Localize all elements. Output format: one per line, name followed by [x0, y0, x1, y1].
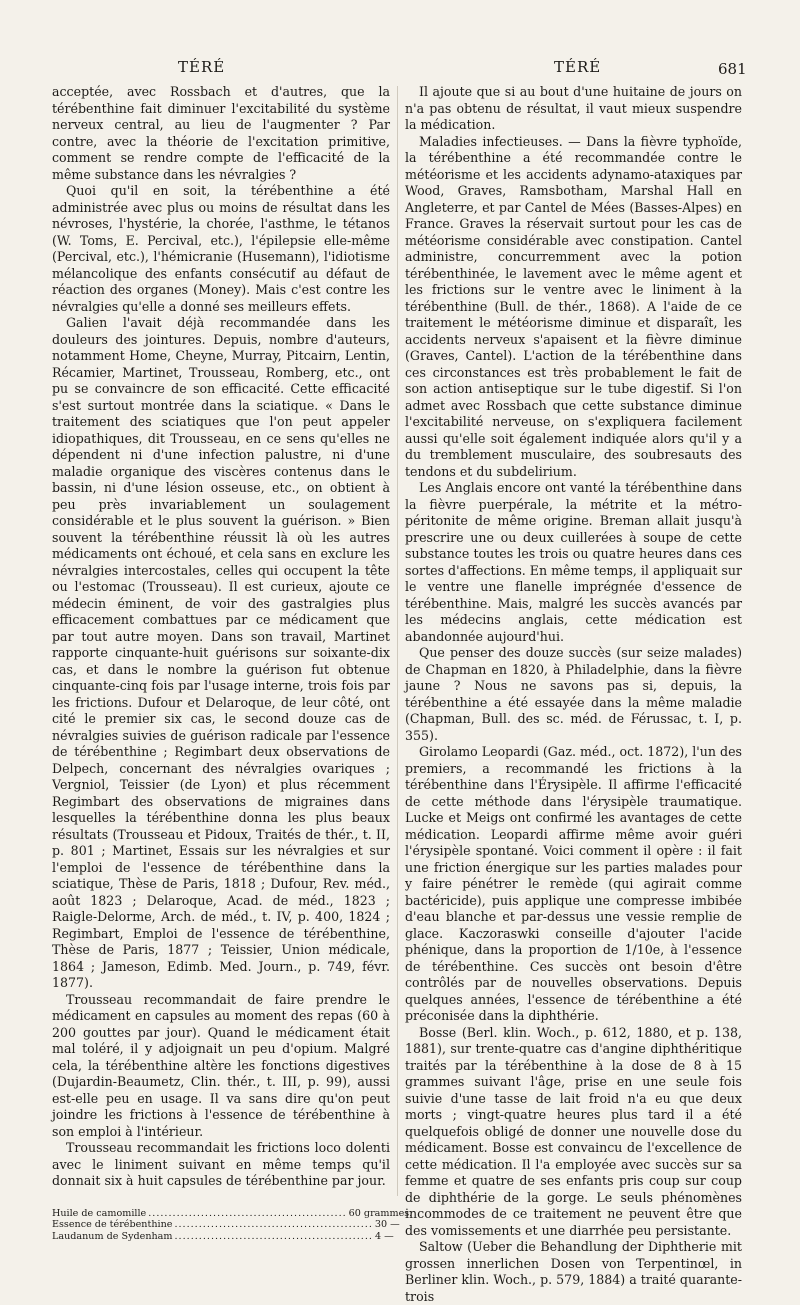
paragraph: Les Anglais encore ont vanté la térébenthine dans la fièvre puerpérale, la métrite et la métro-péritonite de même origine. Breman allait jusqu'à prescrire une ou deux cuillerées à soupe de cette substance toutes les trois ou quatre heures dans ces sortes d'affections. En même temps, il appliquait sur le ventre une flanelle imprégnée d'essence de térébenthine. Mais, malgré les succès avancés par les médecins anglais, cette médication est abandonnée aujourd'hui. [405, 480, 742, 644]
paragraph: Saltow (Ueber die Behandlung der Diphtherie mit grossen innerlichen Dosen von Terpentinœl, in Berliner klin. Woch., p. 579, 1884) a traité quarante-trois [405, 1239, 742, 1304]
paragraph: Bosse (Berl. klin. Woch., p. 612, 1880, et p. 138, 1881), sur trente-quatre cas d'angine diphthéritique traités par la térébenthine à la dose de 8 à 15 grammes suivant l'âge, prise en une seule fois suivie d'une tasse de lait froid n'a eu que deux morts ; vingt-quatre heures plus tard il a été quelquefois obligé de donner une nouvelle dose du médicament. Bosse est convaincu de l'excellence de cette médication. Il l'a employée avec succès sur sa femme et quatre de ses enfants pris coup sur coup de diphthérie de la gorge. Le seuls phénomènes incommodes de ce traitement ne peuvent être que des vomissements et une diarrhée peu persistante. [405, 1024, 742, 1238]
recipe-quantity: 4 — [374, 1230, 394, 1242]
recipe-ingredient: Huile de camomille [52, 1207, 147, 1219]
paragraph: Que penser des douze succès (sur seize malades) de Chapman en 1820, à Philadelphie, dans la fièvre jaune ? Nous ne savons pas si, depuis, la térébenthine a été essayée dans la même maladie (Chapman, Bull. des sc. méd. de Férussac, t. I, p. 355). [405, 645, 742, 743]
running-head-right: TÉRÉ [554, 58, 602, 76]
recipe-quantity: 60 grammes. [348, 1207, 413, 1219]
left-column [52, 84, 413, 1242]
column-divider [397, 86, 398, 1196]
paragraph: Trousseau recommandait de faire prendre le médicament en capsules au moment des repas (60 à 200 gouttes par jour). Quand le médicament était mal toléré, il y adjoignait un peu d'opium. Malgré cela, la térébenthine altère les fonctions digestives (Dujardin-Beaumetz, Clin. thér., t. III, p. 99), aussi est-elle peu en usage. Il va sans dire qu'on peut joindre les frictions à l'essence de térébenthine à son emploi à l'intérieur. [52, 991, 390, 1139]
leader-dots: ................................................. [174, 1219, 373, 1230]
page-number: 681 [718, 60, 747, 78]
leader-dots: ................................................. [148, 1207, 347, 1219]
leader-dots: ................................................. [174, 1230, 373, 1242]
recipe-row [52, 1230, 394, 1243]
recipe-row [52, 1219, 400, 1231]
paragraph: Galien l'avait déjà recommandée dans les douleurs des jointures. Depuis, nombre d'auteurs, notamment Home, Cheyne, Murray, Pitcairn, Lentin, Récamier, Martinet, Trousseau, Romberg, etc., ont pu se convaincre de son efficacité. Cette efficacité s'est surtout montrée dans la sciatique. « Dans le traitement des sciatiques que l'on peut appeler idiopathiques, dit Trousseau, en ce sens qu'elles ne dépendent ni d'une infection palustre, ni d'une maladie organique des viscères contenus dans le bassin, ni d'une lésion osseuse, etc., on obtient à peu près invariablement un soulagement considérable et le plus souvent la guérison. » Bien souvent la térébenthine réussit là où les autres médicaments ont échoué, et cela sans en exclure les névralgies intercostales, celles qui occupent la tête ou l'estomac (Trousseau). Il est curieux, ajoute ce médecin éminent, de voir des gastralgies plus efficacement combattues par ce médicament que par tout autre moyen. Dans son travail, Martinet rapporte cinquante-huit guérisons sur soixante-dix cas, et dans le nombre la guérison fut obtenue cinquante-cinq fois par l'usage interne, trois fois par les frictions. Dufour et Delaroque, de leur côté, ont cité le premier six cas, le second douze cas de névralgies suivies de guérison radicale par l'essence de térébenthine ; Regimbart deux observations de Delpech, concernant des névralgies ovariques ; Vergniol, Teissier (de Lyon) et plus récemment Regimbart des observations de migraines dans lesquelles la térébenthine donna les plus beaux résultats (Trousseau et Pidoux, Traités de thér., t. II, p. 801 ; Martinet, Essais sur les névralgies et sur l'emploi de l'essence de térébenthine dans la sciatique, Thèse de Paris, 1818 ; Dufour, Rev. méd., août 1823 ; Delaroque, Acad. de méd., 1823 ; Raigle-Delorme, Arch. de méd., t. IV, p. 400, 1824 ; Regimbart, Emploi de l'essence de térébenthine, Thèse de Paris, 1877 ; Teissier, Union médicale, 1864 ; Jameson, Edimb. Med. Journ., p. 749, févr. 1877). [52, 315, 390, 990]
paragraph: Maladies infectieuses. — Dans la fièvre typhoïde, la térébenthine a été recommandée contre le météorisme et les accidents adynamo-ataxiques par Wood, Graves, Ramsbotham, Marshal Hall en Angleterre, et par Cantel de Mées (Basses-Alpes) en France. Graves la réservait surtout pour les cas de météorisme considérable avec constipation. Cantel administre, concurremment avec la potion térébenthinée, le lavement avec le même agent et les frictions sur le ventre avec le liniment à la térébenthine (Bull. de thér., 1868). A l'aide de ce traitement le météorisme diminue et disparaît, les accidents nerveux s'apaisent et la fièvre diminue (Graves, Cantel). L'action de la térébenthine dans ces circonstances est très probablement le fait de son action antiseptique sur le tube digestif. Si l'on admet avec Rossbach que cette substance diminue l'excitabilité nerveuse, on s'expliquera facilement aussi qu'elle soit également indiquée alors qu'il y a du tremblement musculaire, des soubresauts des tendons et du subdelirium. [405, 133, 742, 479]
recipe-list [52, 1207, 413, 1243]
recipe-quantity: 30 — [374, 1219, 400, 1230]
recipe-ingredient: Essence de térébenthine [52, 1219, 173, 1230]
paragraph: acceptée, avec Rossbach et d'autres, que la térébenthine fait diminuer l'excitabilité du système nerveux central, au lieu de l'augmenter ? Par contre, avec la théorie de l'excitation primitive, comment se rendre compte de l'efficacité de la même substance dans les névralgies ? [52, 84, 390, 182]
running-head-left: TÉRÉ [178, 58, 226, 76]
paragraph: Trousseau recommandait les frictions loco dolenti avec le liniment suivant en même temps qu'il donnait six à huit capsules de térébenthine par jour. [52, 1140, 390, 1188]
paragraph: Quoi qu'il en soit, la térébenthine a été administrée avec plus ou moins de résultat dans les névroses, l'hystérie, la chorée, l'asthme, le tétanos (W. Toms, E. Percival, etc.), l'épilepsie elle-même (Percival, etc.), l'hémicranie (Husemann), l'idiotisme mélancolique des enfants consécutif au défaut de réaction des organes (Money). Mais c'est contre les névralgies qu'elle a donné ses meilleurs effets. [52, 183, 390, 314]
paragraph: Il ajoute que si au bout d'une huitaine de jours on n'a pas obtenu de résultat, il vaut mieux suspendre la médication. [405, 84, 742, 132]
paragraph: Girolamo Leopardi (Gaz. méd., oct. 1872), l'un des premiers, a recommandé les frictions à la térébenthine dans l'Érysipèle. Il affirme l'efficacité de cette méthode dans l'érysipèle traumatique. Lucke et Meigs ont confirmé les avantages de cette médication. Leopardi affirme même avoir guéri l'érysipèle spontané. Voici comment il opère : il fait une friction énergique sur les parties malades pour y faire pénétrer le remède (qui agirait comme bactéricide), puis applique une compresse imbibée d'eau blanche et par-dessus une vessie remplie de glace. Kaczoraswki conseille d'ajouter l'acide phénique, dans la proportion de 1/10e, à l'essence de térébenthine. Ces succès ont besoin d'être contrôlés par de nouvelles observations. Depuis quelques années, l'essence de térébenthine a été préconisée dans la diphthérie. [405, 744, 742, 1023]
recipe-ingredient: Laudanum de Sydenham [52, 1230, 173, 1242]
recipe-row [52, 1207, 413, 1220]
right-column [405, 84, 742, 1305]
